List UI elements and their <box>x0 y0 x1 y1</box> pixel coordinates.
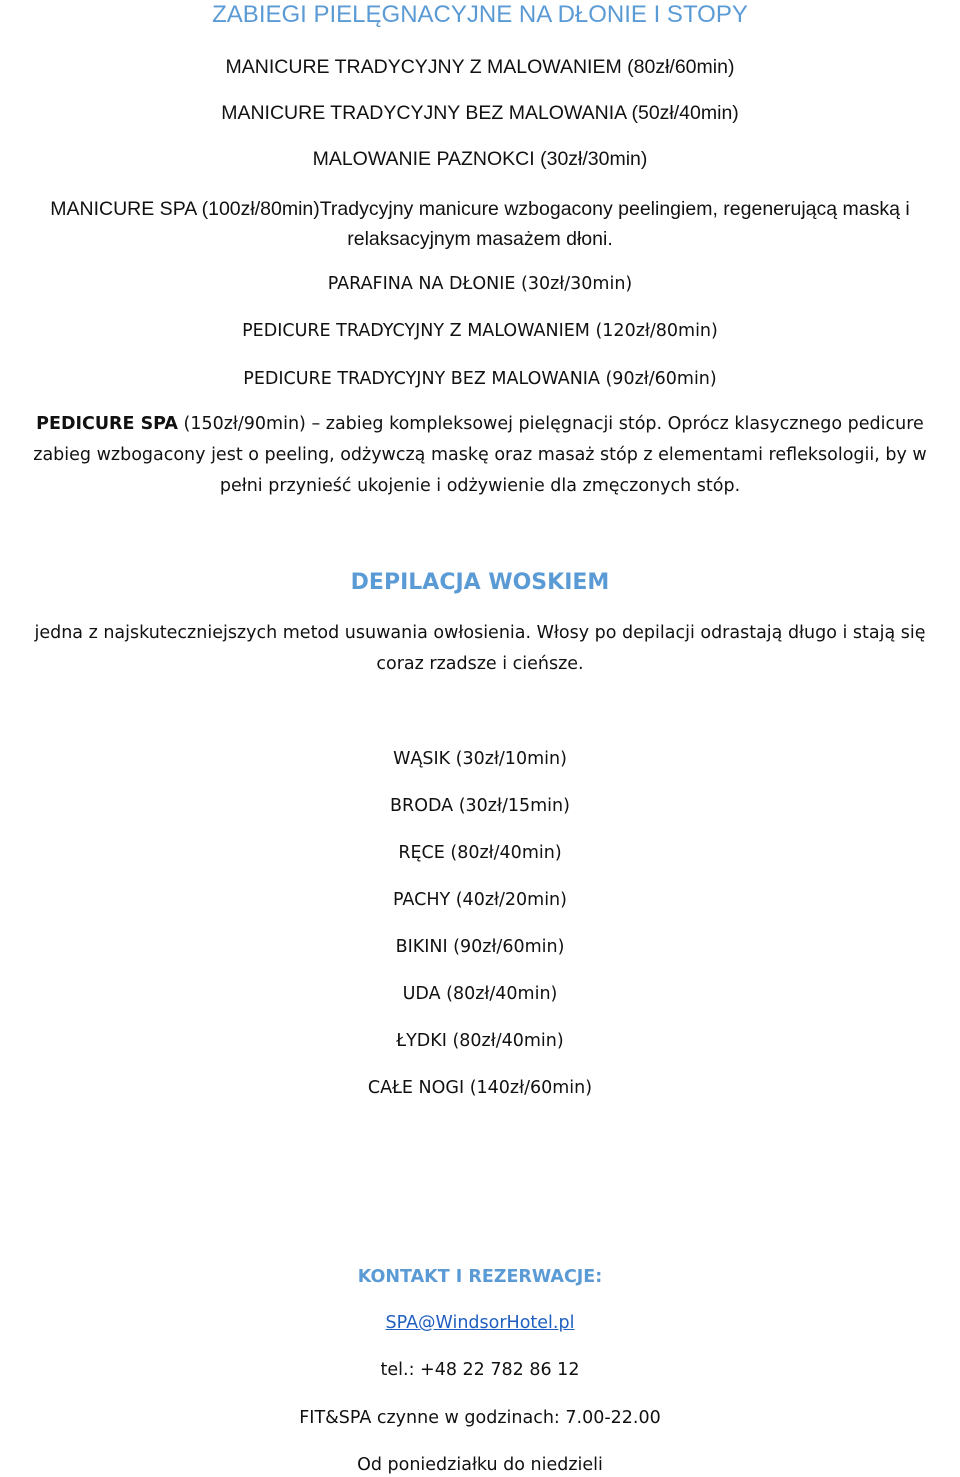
waxing-item: PACHY (40zł/20min) <box>393 890 567 910</box>
opening-days: Od poniedziałku do niedzieli <box>357 1455 603 1475</box>
contact-heading: KONTAKT I REZERWACJE: <box>357 1267 603 1287</box>
service-item <box>0 367 960 391</box>
section-heading-hands-feet: ZABIEGI PIELĘGNACYJNE NA DŁONIE I STOPY <box>212 1 748 28</box>
service-name: MANICURE TRADYCYJNY BEZ MALOWANIA <box>221 102 627 124</box>
manicure-spa-line-1 <box>0 197 960 221</box>
waxing-item: BRODA (30zł/15min) <box>390 796 570 816</box>
waxing-item: BIKINI (90zł/60min) <box>395 937 565 957</box>
service-description: (100zł/80min)Tradycyjny manicure wzbogacony peelingiem, regenerującą maską i <box>196 198 910 220</box>
service-name: MANICURE SPA <box>50 198 197 220</box>
contact-phone: tel.: +48 22 782 86 12 <box>380 1360 580 1380</box>
service-item <box>0 147 960 171</box>
service-name: MALOWANIE PAZNOKCI <box>312 148 535 170</box>
service-name: MANICURE TRADYCYJNY Z MALOWANIEM <box>225 56 622 78</box>
waxing-intro-line-2: coraz rzadsze i cieńsze. <box>376 654 584 674</box>
waxing-intro <box>0 618 960 680</box>
service-item <box>0 319 960 343</box>
pedicure-spa-description <box>0 409 960 502</box>
service-name: PEDICURE TRADYCYJNY Z MALOWANIEM <box>242 321 590 341</box>
service-price: (30zł/30min) <box>534 148 648 170</box>
service-item <box>0 101 960 125</box>
waxing-item: ŁYDKI (80zł/40min) <box>396 1031 564 1051</box>
service-item <box>0 55 960 79</box>
service-description: (150zł/90min) – zabieg kompleksowej pielęgnacji stóp. Oprócz klasycznego pedicure <box>177 414 924 434</box>
email-link[interactable]: SPA@WindsorHotel.pl <box>385 1313 575 1333</box>
pedicure-spa-line-1 <box>0 409 960 440</box>
pedicure-spa-line-3: pełni przynieść ukojenie i odżywienie dla zmęczonych stóp. <box>219 476 741 496</box>
waxing-item: RĘCE (80zł/40min) <box>398 843 562 863</box>
waxing-intro-line-1: jedna z najskuteczniejszych metod usuwania owłosienia. Włosy po depilacji odrastają długo i stają się <box>34 623 926 643</box>
service-name: PARAFINA NA DŁONIE <box>327 274 516 294</box>
manicure-spa-line-2: relaksacyjnym masażem dłoni. <box>347 228 613 250</box>
service-price: (90zł/60min) <box>599 369 717 389</box>
service-name: PEDICURE TRADYCYJNY BEZ MALOWANIA <box>243 369 600 389</box>
service-price: (50zł/40min) <box>626 102 739 124</box>
service-name: PEDICURE SPA <box>36 414 178 434</box>
section-heading-waxing: DEPILACJA WOSKIEM <box>350 570 610 595</box>
contact-email-row <box>0 1311 960 1335</box>
service-price: (80zł/60min) <box>621 56 735 78</box>
waxing-item: CAŁE NOGI (140zł/60min) <box>367 1078 593 1098</box>
service-price: (30zł/30min) <box>515 274 633 294</box>
waxing-item: UDA (80zł/40min) <box>402 984 558 1004</box>
service-item <box>0 272 960 296</box>
waxing-item: WĄSIK (30zł/10min) <box>393 749 567 769</box>
opening-hours: FIT&SPA czynne w godzinach: 7.00-22.00 <box>299 1408 661 1428</box>
service-price: (120zł/80min) <box>589 321 718 341</box>
pedicure-spa-line-2: zabieg wzbogacony jest o peeling, odżywczą maskę oraz masaż stóp z elementami refleksologii, by w <box>33 445 927 465</box>
